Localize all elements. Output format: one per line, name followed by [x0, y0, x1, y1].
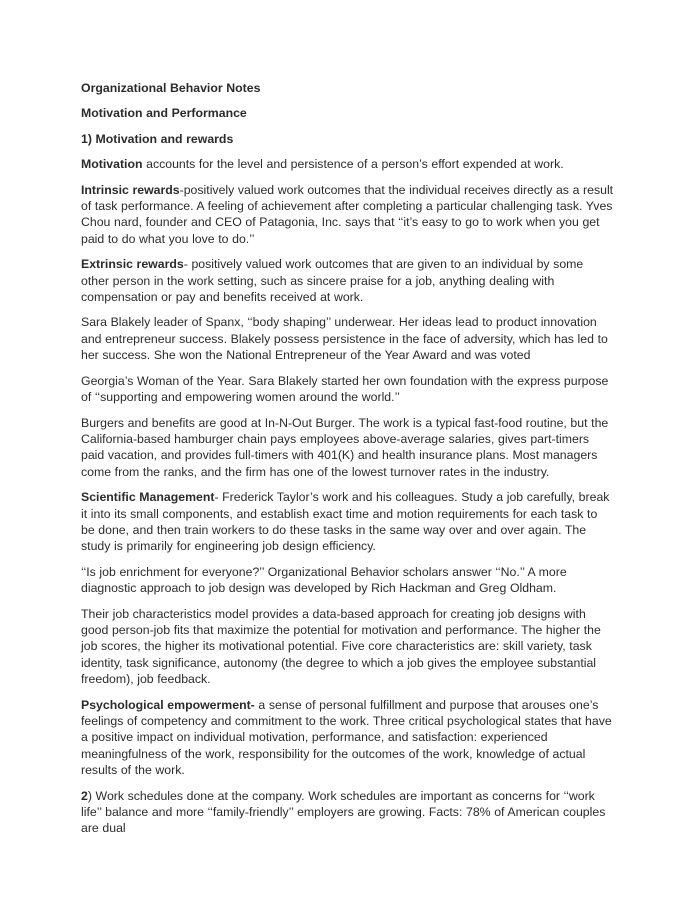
paragraph-job-enrichment	[81, 564, 614, 597]
paragraph-extrinsic-rewards	[81, 256, 614, 305]
paragraph-bold-lead: Psychological empowerment-	[81, 697, 255, 712]
paragraph-text: Sara Blakely leader of Spanx, ‘‘body shaping’’ underwear. Her ideas lead to product innovation and entrepreneur success. Blakely possess persistence in the face of adversity, which has led to her success. She won the National Entrepreneur of the Year Award and was voted	[81, 315, 608, 363]
paragraph-sara-blakely	[81, 314, 614, 363]
paragraph-text: -positively valued work outcomes that the individual receives directly as a result of task performance. A feeling of achievement after completing a particular challenging task. Yves Chou nard, founder and CEO of Patagonia, Inc. says that ‘‘it’s easy to go to work when you get paid to do what you love to do.’’	[81, 182, 614, 246]
paragraph-bold-lead: Extrinsic rewards	[81, 257, 184, 272]
paragraph-text: - Frederick Taylor’s work and his colleagues. Study a job carefully, break it into its small components, and establish exact time and motion requirements for each task to be done, and then train workers to do these tasks in the same way over and over again. The study is primarily for engineering job design efficiency.	[81, 490, 610, 554]
paragraph-bold-lead: 2	[81, 788, 88, 803]
paragraph-text: - positively valued work outcomes that are given to an individual by some other person in the work setting, such as sincere praise for a job, anything dealing with compensation or pay and benefits received at work.	[81, 257, 584, 305]
section-heading-text: Motivation and Performance	[81, 106, 247, 121]
subsection-heading	[81, 131, 614, 147]
paragraph-work-schedules	[81, 788, 614, 837]
paragraph-text: accounts for the level and persistence of a person’s effort expended at work.	[142, 157, 564, 172]
paragraph-intrinsic-rewards	[81, 182, 614, 248]
paragraph-text: Georgia’s Woman of the Year. Sara Blakely started her own foundation with the express purpose of ‘‘supporting and empowering women around the world.’’	[81, 373, 609, 405]
paragraph-bold-lead: Motivation	[81, 157, 143, 172]
subsection-heading-text: 1) Motivation and rewards	[81, 131, 234, 146]
paragraph-in-n-out	[81, 415, 614, 481]
section-heading	[81, 105, 614, 121]
paragraph-psychological-empowerment	[81, 697, 614, 779]
paragraph-text: Their job characteristics model provides a data-based approach for creating job designs with good person-job fits that maximize the potential for motivation and performance. The higher the job scores, the higher its motivational potential. Five core characteristics are: skill variety, task identity, task significance, autonomy (the degree to which a job gives the employee substantial freedom), job feedback.	[81, 606, 601, 687]
paragraph-bold-lead: Intrinsic rewards	[81, 182, 180, 197]
paragraph-job-characteristics	[81, 606, 614, 688]
paragraph-text: Burgers and benefits are good at In-N-Out Burger. The work is a typical fast-food routine, but the California-based hamburger chain pays employees above-average salaries, gives part-timers paid vacation, and provides full-timers with 401(K) and health insurance plans. Most managers come from the ranks, and the firm has one of the lowest turnover rates in the industry.	[81, 415, 609, 479]
paragraph-woman-of-the-year	[81, 373, 614, 406]
paragraph-scientific-management	[81, 489, 614, 555]
doc-title-text: Organizational Behavior Notes	[81, 81, 261, 95]
paragraph-text: ‘‘Is job enrichment for everyone?’’ Organizational Behavior scholars answer ‘‘No.’’ A more diagnostic approach to job design was developed by Rich Hackman and Greg Oldham.	[81, 564, 567, 596]
paragraph-text: a sense of personal fulfillment and purpose that arouses one’s feelings of competency and commitment to the work. Three critical psychological states that have a positive impact on individual motivation, performance, and satisfaction: experienced meaningfulness of the work, responsibility for the outcomes of the work, knowledge of actual results of the work.	[81, 697, 612, 778]
paragraph-bold-lead: Scientific Management	[81, 490, 215, 505]
paragraph-text: ) Work schedules done at the company. Work schedules are important as concerns for ‘‘work life’’ balance and more ‘‘family-friendly’’ employers are growing. Facts: 78% of American couples are dual	[81, 788, 606, 836]
paragraph-motivation	[81, 156, 614, 172]
doc-title	[81, 80, 614, 96]
